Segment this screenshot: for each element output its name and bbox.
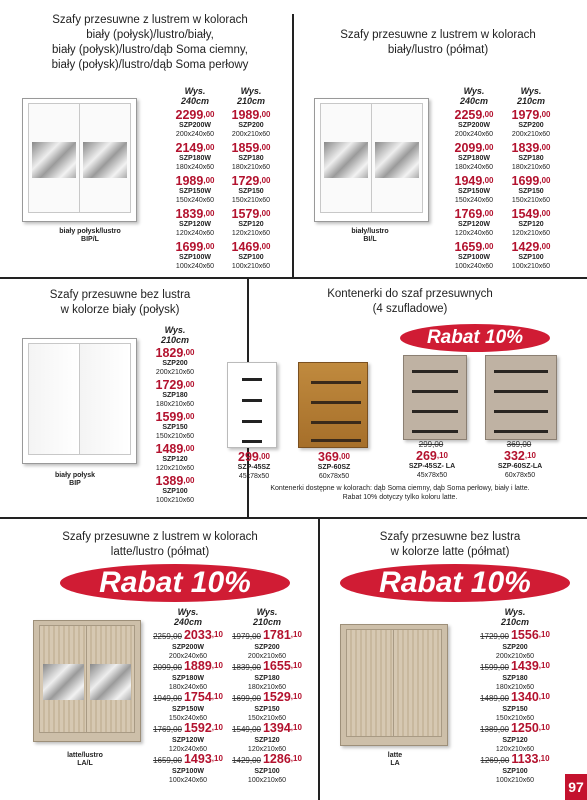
price-decimals: ,10 (538, 723, 550, 732)
dimensions: 120x240x60 (168, 746, 208, 753)
dimensions: 150x210x60 (495, 715, 535, 722)
price-line (208, 108, 294, 122)
divider-v-bottom (318, 518, 320, 800)
price-value: 1889 (183, 659, 212, 673)
price-decimals: ,10 (290, 630, 302, 639)
product-code: SZP180W (458, 155, 490, 162)
sec6-caption: latte LA (387, 752, 403, 767)
price-decimals: ,00 (539, 110, 551, 119)
dimensions: 120x240x60 (454, 230, 494, 237)
price-entry (488, 207, 574, 238)
product-code: SZP100 (502, 768, 528, 775)
price-line (208, 141, 294, 155)
price-value: 1769 (454, 207, 483, 221)
dimensions: 120x210x60 (247, 746, 287, 753)
price-decimals: ,10 (538, 692, 550, 701)
dimensions: 150x210x60 (511, 197, 551, 204)
price-decimals: ,00 (183, 348, 195, 357)
price-line (132, 410, 218, 424)
price-entry (472, 690, 558, 723)
product-code: SZP150 (502, 706, 528, 713)
old-price: 1599,00 (480, 663, 509, 672)
product-code: SZP150 (254, 706, 280, 713)
old-price: 1729,00 (480, 632, 509, 641)
dimensions: 100x210x60 (231, 263, 271, 270)
price-line (472, 721, 558, 737)
price-decimals: ,00 (183, 476, 195, 485)
dimensions: 200x210x60 (231, 131, 271, 138)
price-decimals: ,00 (482, 242, 494, 251)
dimensions: 100x210x60 (511, 263, 551, 270)
sec2-title: Szafy przesuwne z lustrem w kolorach biały/lustro (półmat) (340, 29, 536, 56)
old-price: 2099,00 (153, 663, 182, 672)
sec1-caption: biały połysk/lustro BIP/L (59, 228, 121, 243)
price-decimals: ,00 (203, 209, 215, 218)
price-entry (145, 690, 231, 723)
sec3-col1-header: Wys. 210cm (160, 325, 190, 345)
price-line (392, 449, 472, 463)
price-line (145, 690, 231, 706)
sec6-title: Szafy przesuwne bez lustra w kolorze latte (półmat) (379, 531, 521, 558)
divider-h-2 (0, 517, 587, 519)
sec4-rabat-badge: Rabat 10% (400, 324, 550, 352)
product-code: SZP120W (179, 221, 211, 228)
price-entry (208, 141, 294, 172)
price-value: 1989 (231, 108, 260, 122)
dimensions: 200x210x60 (247, 653, 287, 660)
price-entry (208, 207, 294, 238)
price-entry (132, 346, 218, 377)
price-entry (132, 474, 218, 505)
price-value: 1250 (510, 721, 539, 735)
sec5-title: Szafy przesuwne z lustrem w kolorach latte/lustro (półmat) (62, 531, 258, 558)
price-entry (145, 659, 231, 692)
sec3-caption: biały połysk BIP (54, 472, 96, 487)
price-value: 1286 (262, 752, 291, 766)
product-code: SZP120 (518, 221, 544, 228)
old-price: 1979,00 (232, 632, 261, 641)
price-entry (224, 628, 310, 661)
price-entry (145, 721, 231, 754)
product-code: SZP150 (162, 424, 188, 431)
dimensions: 60x78x50 (504, 472, 536, 479)
product-code: SZP150W (172, 706, 204, 713)
price-decimals: ,00 (539, 143, 551, 152)
product-code: SZP180 (518, 155, 544, 162)
price-line (224, 721, 310, 737)
price-value: 269 (416, 449, 437, 463)
dimensions: 100x240x60 (175, 263, 215, 270)
dimensions: 120x210x60 (231, 230, 271, 237)
product-code: SZP120 (502, 737, 528, 744)
price-line (214, 450, 294, 464)
price-decimals: ,10 (290, 723, 302, 732)
price-value: 1979 (511, 108, 540, 122)
dimensions: 120x210x60 (155, 465, 195, 472)
dimensions: 180x210x60 (495, 684, 535, 691)
price-decimals: ,00 (259, 143, 271, 152)
price-value: 1829 (155, 346, 184, 360)
price-decimals: ,10 (211, 754, 223, 763)
price-decimals: ,00 (539, 242, 551, 251)
price-decimals: ,00 (338, 452, 350, 461)
product-code: SZP150W (458, 188, 490, 195)
price-decimals: ,00 (259, 176, 271, 185)
price-decimals: ,10 (436, 451, 448, 460)
price-value: 2149 (175, 141, 204, 155)
price-line (488, 141, 574, 155)
product-code: SZP180 (238, 155, 264, 162)
price-decimals: ,10 (211, 630, 223, 639)
sec2-col2-header: Wys. 210cm (516, 86, 546, 106)
price-line (132, 346, 218, 360)
dimensions: 100x240x60 (454, 263, 494, 270)
product-code: SZP100W (458, 254, 490, 261)
price-entry (472, 628, 558, 661)
price-value: 1439 (510, 659, 539, 673)
price-decimals: ,10 (538, 754, 550, 763)
price-value: 1340 (510, 690, 539, 704)
sec5-col1-header: Wys. 240cm (173, 607, 203, 627)
price-entry (472, 659, 558, 692)
product-code: SZP100 (162, 488, 188, 495)
price-decimals: ,00 (259, 110, 271, 119)
price-value: 1859 (231, 141, 260, 155)
price-decimals: ,00 (258, 452, 270, 461)
price-entry (145, 628, 231, 661)
price-value: 2033 (183, 628, 212, 642)
price-line (224, 752, 310, 768)
product-code: SZP200 (502, 644, 528, 651)
old-price: 1549,00 (232, 725, 261, 734)
price-line (488, 108, 574, 122)
old-price: 1769,00 (153, 725, 182, 734)
old-price: 1949,00 (153, 694, 182, 703)
old-price: 1489,00 (480, 694, 509, 703)
old-price: 1839,00 (232, 663, 261, 672)
dimensions: 180x210x60 (155, 401, 195, 408)
wardrobe-image-latte-mirror (33, 620, 141, 742)
old-price: 299,00 (418, 440, 444, 449)
dimensions: 150x240x60 (454, 197, 494, 204)
price-value: 1556 (510, 628, 539, 642)
sec1-col1-header: Wys. 240cm (180, 86, 210, 106)
price-decimals: ,00 (203, 143, 215, 152)
dimensions: 100x240x60 (168, 777, 208, 784)
price-line (132, 474, 218, 488)
price-value: 1839 (175, 207, 204, 221)
page-number: 97 (565, 774, 587, 800)
price-line (145, 659, 231, 675)
price-decimals: ,00 (183, 412, 195, 421)
dimensions: 180x210x60 (247, 684, 287, 691)
dimensions: 180x210x60 (511, 164, 551, 171)
product-code: SZP-45SZ- LA (408, 463, 456, 470)
price-entry (472, 721, 558, 754)
wardrobe-image-white-gloss (22, 338, 137, 464)
price-value: 1493 (183, 752, 212, 766)
price-line (472, 628, 558, 644)
product-code: SZP-60SZ-LA (497, 463, 543, 470)
price-line (145, 721, 231, 737)
price-decimals: ,10 (290, 692, 302, 701)
price-line (208, 240, 294, 254)
dimensions: 120x210x60 (511, 230, 551, 237)
wardrobe-image-white-mirror-matte (314, 98, 429, 222)
price-decimals: ,10 (211, 692, 223, 701)
price-decimals: ,00 (183, 444, 195, 453)
sec3-title: Szafy przesuwne bez lustra w kolorze biały (połysk) (49, 289, 191, 316)
container-price-entry (480, 441, 560, 480)
product-code: SZP200 (162, 360, 188, 367)
price-line (208, 207, 294, 221)
price-decimals: ,00 (259, 242, 271, 251)
price-value: 1699 (175, 240, 204, 254)
price-entry (224, 752, 310, 785)
product-code: SZP200 (238, 122, 264, 129)
price-line (472, 659, 558, 675)
product-code: SZP120 (162, 456, 188, 463)
price-entry (145, 752, 231, 785)
product-code: SZP180 (502, 675, 528, 682)
sec6-col1-header: Wys. 210cm (500, 607, 530, 627)
price-entry (132, 442, 218, 473)
price-entry (488, 240, 574, 271)
drawer-unit-white (227, 362, 277, 448)
product-code: SZP-60SZ (317, 464, 351, 471)
price-entry (224, 690, 310, 723)
price-entry (472, 752, 558, 785)
product-code: SZP200W (458, 122, 490, 129)
price-value: 1394 (262, 721, 291, 735)
price-decimals: ,00 (539, 209, 551, 218)
price-entry (132, 410, 218, 441)
price-entry (488, 108, 574, 139)
dimensions: 180x210x60 (231, 164, 271, 171)
price-value: 2259 (454, 108, 483, 122)
price-value: 1133 (511, 752, 539, 766)
dimensions: 45x78x50 (238, 473, 270, 480)
dimensions: 150x240x60 (175, 197, 215, 204)
price-entry (208, 108, 294, 139)
product-code: SZP100 (254, 768, 280, 775)
price-decimals: ,10 (290, 754, 302, 763)
sec2-caption: biały/lustro BI/L (351, 228, 389, 243)
old-price: 1659,00 (153, 756, 182, 765)
sec4-title: Kontenerki do szaf przesuwnych (4 szufladowe) (327, 288, 493, 315)
price-value: 1549 (511, 207, 540, 221)
price-value: 1781 (262, 628, 291, 642)
dimensions: 100x210x60 (495, 777, 535, 784)
price-value: 1469 (231, 240, 260, 254)
product-code: SZP180 (254, 675, 280, 682)
price-line (480, 449, 560, 463)
dimensions: 180x240x60 (168, 684, 208, 691)
dimensions: 150x240x60 (168, 715, 208, 722)
price-value: 369 (318, 450, 339, 464)
dimensions: 100x210x60 (155, 497, 195, 504)
price-value: 1949 (454, 174, 483, 188)
price-value: 1429 (511, 240, 540, 254)
sec2-col1-header: Wys. 240cm (459, 86, 489, 106)
product-code: SZP200 (254, 644, 280, 651)
price-line (132, 378, 218, 392)
price-line (145, 628, 231, 644)
product-code: SZP100 (518, 254, 544, 261)
dimensions: 150x210x60 (247, 715, 287, 722)
dimensions: 200x240x60 (168, 653, 208, 660)
price-line (472, 690, 558, 706)
price-decimals: ,00 (539, 176, 551, 185)
price-value: 2099 (454, 141, 483, 155)
price-decimals: ,00 (482, 176, 494, 185)
price-entry (208, 240, 294, 271)
price-decimals: ,10 (524, 451, 536, 460)
product-code: SZP200W (179, 122, 211, 129)
price-entry (208, 174, 294, 205)
price-line (488, 207, 574, 221)
container-price-entry (392, 441, 472, 480)
container-price-entry (214, 450, 294, 481)
dimensions: 60x78x50 (318, 473, 350, 480)
old-price: 1429,00 (232, 756, 261, 765)
sec4-note: Kontenerki dostępne w kolorach: dąb Soma ciemny, dąb Soma perłowy, biały i latte. Rabat 10% dotyczy tylko koloru latte. (270, 485, 530, 501)
dimensions: 200x240x60 (175, 131, 215, 138)
price-line (488, 174, 574, 188)
old-price: 2259,00 (153, 632, 182, 641)
wardrobe-image-white-mirror (22, 98, 137, 222)
price-entry (488, 174, 574, 205)
price-line (145, 752, 231, 768)
dimensions: 180x240x60 (454, 164, 494, 171)
price-value: 1489 (155, 442, 184, 456)
product-code: SZP180W (172, 675, 204, 682)
price-decimals: ,10 (211, 723, 223, 732)
container-price-entry (294, 450, 374, 481)
dimensions: 180x240x60 (175, 164, 215, 171)
price-value: 1655 (262, 659, 291, 673)
price-line (224, 628, 310, 644)
old-price: 1699,00 (232, 694, 261, 703)
price-decimals: ,00 (482, 110, 494, 119)
sec6-rabat-badge: Rabat 10% (340, 564, 570, 602)
price-value: 1599 (155, 410, 184, 424)
product-code: SZP180 (162, 392, 188, 399)
price-line (488, 240, 574, 254)
product-code: SZP180W (179, 155, 211, 162)
drawer-unit-oak (298, 362, 368, 448)
price-value: 1754 (183, 690, 212, 704)
dimensions: 200x240x60 (454, 131, 494, 138)
price-value: 1839 (511, 141, 540, 155)
dimensions: 45x78x50 (416, 472, 448, 479)
price-entry (224, 721, 310, 754)
price-value: 1989 (175, 174, 204, 188)
product-code: SZP120W (172, 737, 204, 744)
price-line (224, 690, 310, 706)
price-value: 1729 (155, 378, 184, 392)
sec1-title: Szafy przesuwne z lustrem w kolorach biały (połysk)/lustro/biały, biały (połysk)/lustro/dąb Soma ciemny, biały (połysk)/lustro/dąb Soma perłowy (51, 14, 249, 71)
dimensions: 100x210x60 (247, 777, 287, 784)
product-code: SZP150 (518, 188, 544, 195)
product-code: SZP150 (238, 188, 264, 195)
product-code: SZP-45SZ (237, 464, 271, 471)
price-line (472, 752, 558, 768)
price-decimals: ,10 (290, 661, 302, 670)
price-value: 1592 (183, 721, 212, 735)
price-entry (488, 141, 574, 172)
old-price: 1389,00 (480, 725, 509, 734)
old-price: 369,00 (506, 440, 532, 449)
dimensions: 200x210x60 (495, 653, 535, 660)
product-code: SZP120 (254, 737, 280, 744)
sec5-col2-header: Wys. 210cm (252, 607, 282, 627)
product-code: SZP120 (238, 221, 264, 228)
price-line (224, 659, 310, 675)
dimensions: 200x210x60 (155, 369, 195, 376)
divider-h-1 (0, 277, 587, 279)
price-value: 2299 (175, 108, 204, 122)
product-code: SZP100W (179, 254, 211, 261)
dimensions: 150x210x60 (155, 433, 195, 440)
price-decimals: ,00 (203, 176, 215, 185)
price-decimals: ,00 (482, 209, 494, 218)
drawer-unit-latte-60 (485, 355, 557, 440)
price-entry (224, 659, 310, 692)
price-decimals: ,00 (203, 110, 215, 119)
wardrobe-image-latte (340, 624, 448, 746)
price-decimals: ,00 (183, 380, 195, 389)
price-value: 1729 (231, 174, 260, 188)
price-decimals: ,10 (211, 661, 223, 670)
product-code: SZP100W (172, 768, 204, 775)
dimensions: 120x210x60 (495, 746, 535, 753)
product-code: SZP200W (172, 644, 204, 651)
price-decimals: ,10 (538, 661, 550, 670)
price-decimals: ,00 (259, 209, 271, 218)
price-value: 299 (238, 450, 259, 464)
product-code: SZP200 (518, 122, 544, 129)
price-decimals: ,00 (203, 242, 215, 251)
price-value: 1699 (511, 174, 540, 188)
old-price: 1269,00 (480, 756, 510, 765)
product-code: SZP100 (238, 254, 264, 261)
price-line (132, 442, 218, 456)
dimensions: 120x240x60 (175, 230, 215, 237)
sec5-caption: latte/lustro LA/L (67, 752, 103, 767)
price-decimals: ,10 (538, 630, 550, 639)
sec5-rabat-badge: Rabat 10% (60, 564, 290, 602)
price-value: 332 (504, 449, 525, 463)
dimensions: 200x210x60 (511, 131, 551, 138)
product-code: SZP120W (458, 221, 490, 228)
sec1-col2-header: Wys. 210cm (236, 86, 266, 106)
dimensions: 150x210x60 (231, 197, 271, 204)
price-decimals: ,00 (482, 143, 494, 152)
price-value: 1529 (262, 690, 291, 704)
price-value: 1579 (231, 207, 260, 221)
price-value: 1389 (155, 474, 184, 488)
price-entry (132, 378, 218, 409)
price-line (294, 450, 374, 464)
product-code: SZP150W (179, 188, 211, 195)
price-line (208, 174, 294, 188)
drawer-unit-latte-45 (403, 355, 467, 440)
price-value: 1659 (454, 240, 483, 254)
